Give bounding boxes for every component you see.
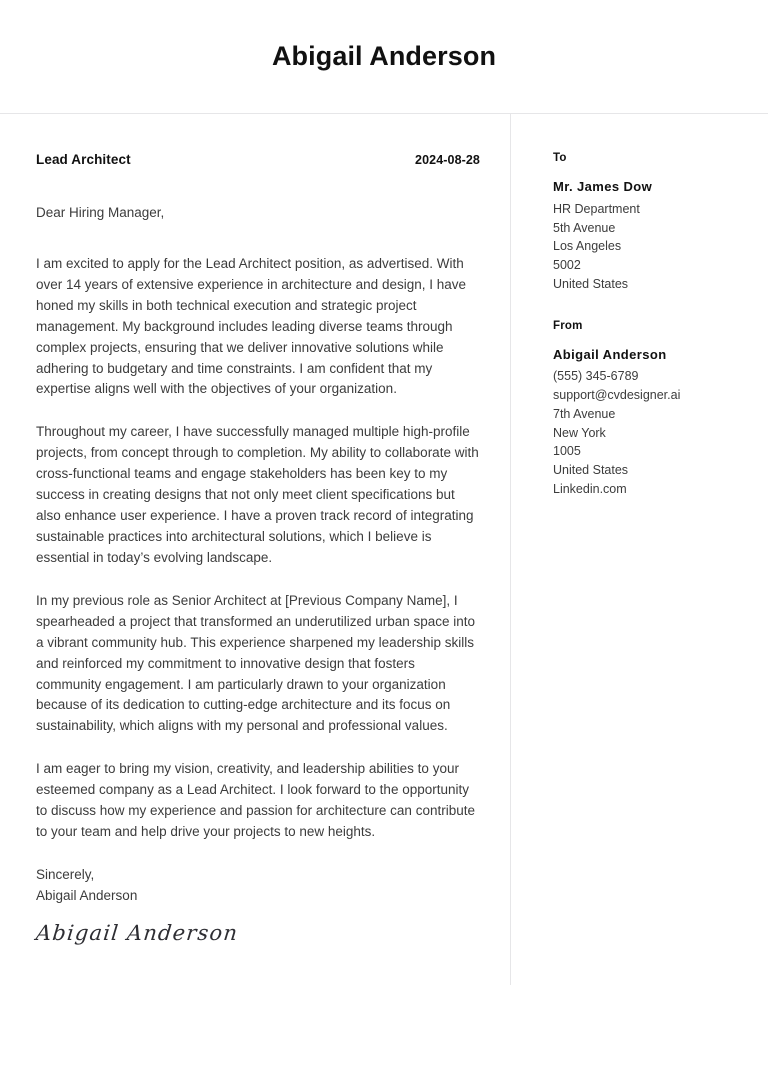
recipient-label: To xyxy=(553,152,567,164)
recipient-line: HR Department xyxy=(553,201,640,216)
letter-date: 2024-08-28 xyxy=(415,153,480,167)
sender-website: Linkedin.com xyxy=(553,481,627,496)
recipient-block xyxy=(553,152,748,294)
recipient-line: 5002 xyxy=(553,258,581,273)
salutation: Dear Hiring Manager, xyxy=(36,205,165,220)
letter-body xyxy=(0,114,768,985)
sender-name: Abigail Anderson xyxy=(553,346,667,362)
sender-line: 7th Avenue xyxy=(553,406,616,421)
closing-salutation: Sincerely, xyxy=(36,866,95,882)
letter-closing xyxy=(36,865,480,907)
letter-paragraph: I am eager to bring my vision, creativity, and leadership abilities to your esteemed company as a Lead Architect. I look forward to the opportunity to discuss how my experience and passion for architecture can contribute to your team and help drive your projects to new heights. xyxy=(36,761,475,840)
sender-line: New York xyxy=(553,425,606,440)
letter-meta-row xyxy=(36,152,480,167)
letter-main-column xyxy=(0,114,510,985)
recipient-line: United States xyxy=(553,276,629,291)
sender-block xyxy=(553,320,748,499)
candidate-name-heading: Abigail Anderson xyxy=(271,40,497,71)
recipient-line: Los Angeles xyxy=(553,239,622,254)
letter-header xyxy=(0,0,768,114)
closing-name: Abigail Anderson xyxy=(36,887,138,903)
letter-paragraph: Throughout my career, I have successfully managed multiple high-profile projects, from concept through to completion. My ability to collaborate with cross-functional teams and engage stakeholders has been key to my success in creating designs that not only meet client specifications but also enhance user experience. I have a proven track record of integrating sustainable practices into architectural solutions, which I believe is essential in today’s evolving landscape. xyxy=(36,424,479,565)
sender-line: 1005 xyxy=(553,444,581,459)
job-title: Lead Architect xyxy=(36,152,131,167)
recipient-name: Mr. James Dow xyxy=(553,179,653,194)
signature: Abigail Anderson xyxy=(34,920,240,945)
letter-address-column xyxy=(511,114,768,985)
sender-email: support@cvdesigner.ai xyxy=(553,388,681,403)
letter-paragraph: I am excited to apply for the Lead Architect position, as advertised. With over 14 years of extensive experience in architecture and design, I have honed my skills in both technical execution and strategic project management. My background includes leading diverse teams through complex projects, ensuring that we deliver innovative solutions while adhering to budgetary and time constraints. I am confident that my expertise aligns well with the objectives of your organization. xyxy=(36,255,467,397)
letter-paragraph: In my previous role as Senior Architect at [Previous Company Name], I spearheaded a project that transformed an underutilized urban space into a vibrant community hub. This experience sharpened my leadership skills and reinforced my commitment to innovative design that fosters community engagement. I am particularly drawn to your organization because of its dedication to cutting-edge architecture and its focus on sustainability, which aligns with my personal and professional values. xyxy=(36,592,476,734)
sender-label: From xyxy=(553,319,583,332)
sender-phone: (555) 345-6789 xyxy=(553,369,639,384)
sender-line: United States xyxy=(553,463,629,478)
recipient-line: 5th Avenue xyxy=(553,220,616,235)
